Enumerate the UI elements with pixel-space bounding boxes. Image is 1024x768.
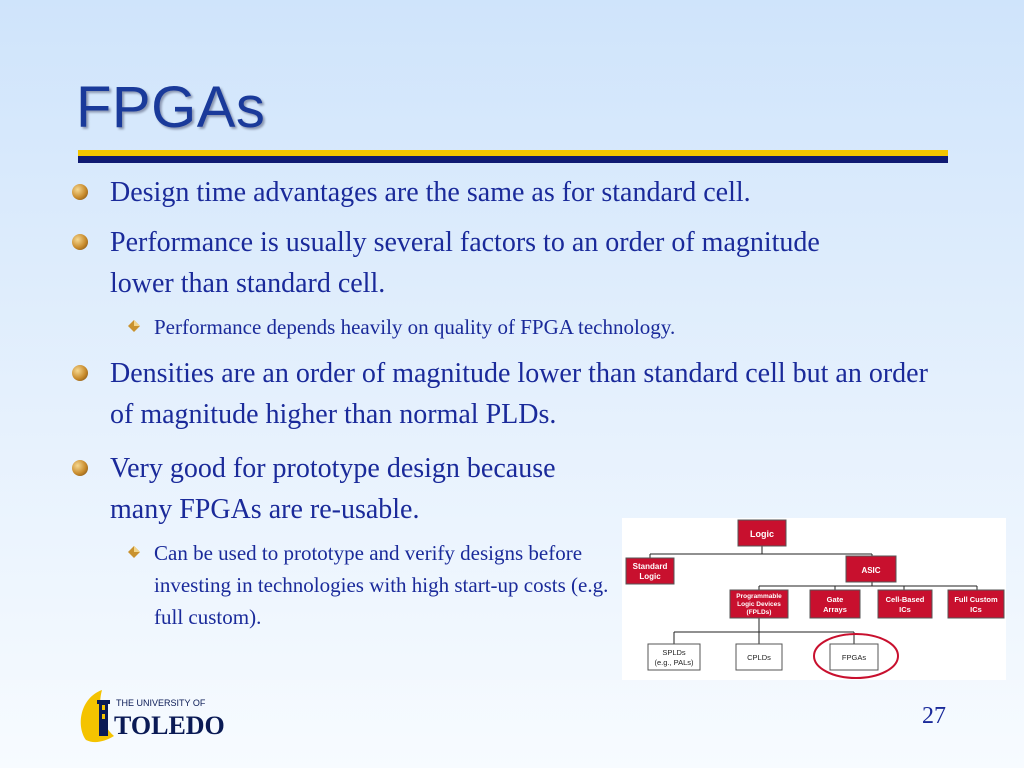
node-standard-logic-label: Standard	[632, 562, 668, 571]
bullet-dot-icon	[72, 365, 88, 381]
node-full-custom-label: ICs	[970, 605, 982, 614]
node-asic-label: ASIC	[861, 566, 881, 575]
node-cell-based-label: ICs	[899, 605, 911, 614]
diamond-bullet-icon	[128, 320, 140, 332]
logo-line2: TOLEDO	[114, 711, 225, 740]
node-cell-based-label: Cell-Based	[885, 595, 925, 604]
node-splds-label: SPLDs	[662, 648, 686, 657]
bullet-text: Densities are an order of magnitude lower than standard cell but an order of magnitude higher than normal PLDs.	[110, 358, 928, 430]
tree-diagram-svg	[622, 518, 1006, 680]
bullet-dot-icon	[72, 460, 88, 476]
page-number: 27	[922, 703, 946, 729]
bullet-text: Performance is usually several factors to an order of magnitude lower than standard cell.	[110, 227, 820, 299]
bullet-dot-icon	[72, 184, 88, 200]
logo-line1: THE UNIVERSITY OF	[116, 698, 206, 708]
slide-title: FPGAs	[76, 75, 266, 140]
node-gate-arrays-label: Arrays	[823, 605, 847, 614]
bullet-text: Very good for prototype design because many FPGAs are re-usable.	[110, 453, 556, 525]
node-gate-arrays-label: Gate	[826, 595, 844, 604]
node-fpgas-label: FPGAs	[841, 653, 867, 662]
title-rule-navy	[78, 156, 948, 163]
toledo-logo-svg	[72, 684, 252, 746]
node-fpld-label: Programmable	[736, 593, 782, 600]
diamond-bullet-icon	[128, 546, 140, 558]
node-logic-label: Logic	[750, 529, 774, 539]
university-of-toledo-logo	[72, 684, 252, 746]
sub-bullet-text: Performance depends heavily on quality of FPGA technology.	[154, 315, 676, 339]
node-standard-logic-label: Logic	[639, 572, 661, 581]
bullet-text: Design time advantages are the same as for standard cell.	[110, 177, 751, 208]
node-splds-label: (e.g., PALs)	[654, 658, 694, 667]
node-full-custom-label: Full Custom	[954, 595, 998, 604]
node-fpld-label: (FPLDs)	[746, 609, 772, 616]
node-cplds-label: CPLDs	[747, 653, 771, 662]
logic-family-tree-diagram	[622, 518, 1006, 680]
sub-bullet-text: Can be used to prototype and verify designs before investing in technologies with high start-up costs (e.g. full custom).	[154, 541, 609, 629]
bullet-dot-icon	[72, 234, 88, 250]
node-fpld-label: Logic Devices	[737, 601, 781, 608]
